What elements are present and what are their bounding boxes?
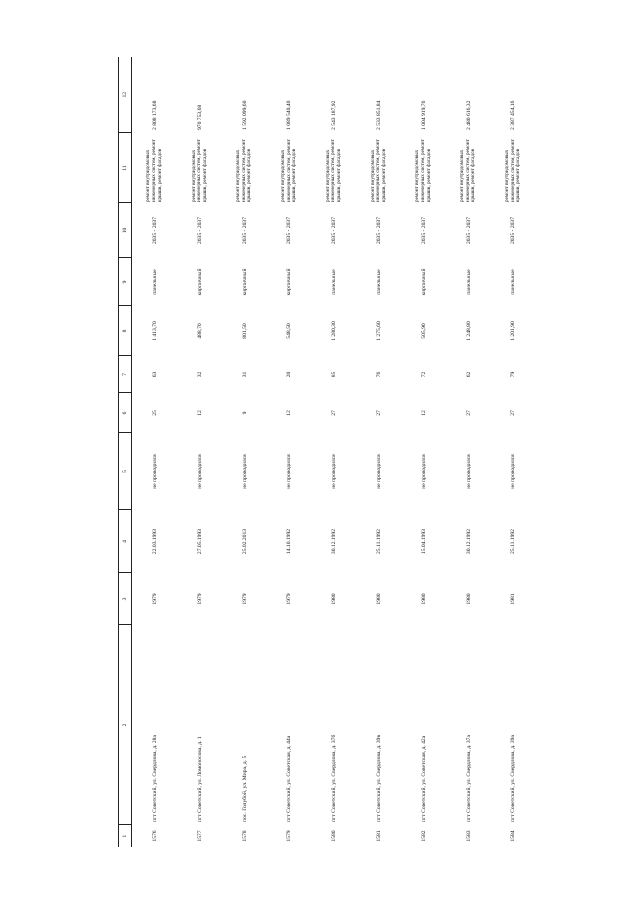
address-cell: пгт Советский, ул. Советская, д. 42а [420,735,427,822]
apartments-cell: 32 [196,371,203,378]
column-header: 9 [119,258,132,306]
table-row [357,57,402,847]
floors-cell: 12 [286,410,293,416]
year-built-cell: 1980 [331,593,338,605]
apartments-cell: 63 [151,371,158,378]
floors-cell: 27 [465,410,472,416]
year-built-cell: 1979 [196,593,203,605]
area-cell: 801,50 [241,323,248,339]
rotated-table-wrapper [118,57,536,847]
wall-material-cell: кирпичный [286,268,293,296]
last-overhaul-cell: не проводился [241,454,248,489]
cost-cell: 2 533 851,84 [375,100,382,130]
row-number: 1576 [151,830,158,842]
period-cell: 2035 - 2037 [286,216,293,245]
apartments-cell: 20 [286,371,293,378]
year-built-cell: 1979 [151,593,158,605]
works-cell: ремонт внутридомовых инженерных систем, ремонт крыши, ремонт фасадов [145,139,163,202]
address-cell: пгт Советский, ул. Свердлова, д. 28а [151,735,158,822]
period-cell: 2035 - 2037 [420,216,427,245]
last-overhaul-cell: не проводился [151,454,158,489]
address-cell: пос. Голубой, ул. Мира, д. 5 [241,755,248,822]
row-number: 1577 [196,830,203,842]
privatization-date-cell: 14.10.1992 [286,528,293,555]
floors-cell: 12 [420,410,427,416]
wall-material-cell: панельные [151,269,158,295]
period-cell: 2035 - 2037 [465,216,472,245]
last-overhaul-cell: не проводился [331,454,338,489]
cost-cell: 2 480 616,32 [465,100,472,130]
wall-material-cell: кирпичный [241,268,248,296]
apartments-cell: 72 [420,371,427,378]
area-cell: 1 280,30 [331,321,338,341]
works-cell: ремонт внутридомовых инженерных систем, ремонт крыши, ремонт фасадов [324,139,343,202]
apartments-cell: 31 [241,371,248,378]
table-row [178,57,223,847]
privatization-date-cell: 27.05.1993 [196,528,203,555]
year-built-cell: 1980 [420,593,427,605]
works-cell: ремонт внутридомовых инженерных систем, ремонт крыши, ремонт фасадов [280,139,298,202]
column-header: 10 [119,203,132,258]
year-built-cell: 1979 [286,593,293,605]
wall-material-cell: кирпичный [420,268,427,296]
address-cell: пгт Советский, ул. Свердлова, д. 39а [510,735,517,822]
row-number: 1581 [375,830,382,842]
address-cell: пгт Советский, ул. Советская, д. 44а [286,735,293,822]
wall-material-cell: панельные [465,269,472,295]
period-cell: 2035 - 2037 [510,216,517,245]
register-table [118,57,536,847]
privatization-date-cell: 25.11.1992 [375,529,382,554]
year-built-cell: 1981 [510,593,517,605]
works-cell: ремонт внутридомовых инженерных систем, ремонт крыши, ремонт фасадов [235,139,253,202]
address-cell: пгт Советский, ул. Свердлова, д. 39в [375,734,382,822]
column-header: 7 [119,356,132,393]
area-cell: 1 201,90 [510,321,517,341]
works-cell: ремонт внутридомовых инженерных систем, ремонт крыши, ремонт фасадов [414,139,432,202]
works-cell: ремонт внутридомовых инженерных систем, ремонт крыши, ремонт фасадов [459,139,477,202]
wall-material-cell: панельные [331,269,338,295]
cost-cell: 2 543 187,92 [331,100,338,130]
column-header: 3 [119,573,132,625]
privatization-date-cell: 30.12.1992 [331,528,338,555]
privatization-date-cell: 22.03.1993 [151,528,158,555]
cost-cell: 970 753,68 [196,104,203,130]
period-cell: 2035 - 2037 [151,216,158,245]
cost-cell: 2 808 173,68 [151,100,158,130]
last-overhaul-cell: не проводился [375,454,382,489]
table-row [446,57,491,847]
cost-cell: 1 004 919,76 [420,100,427,130]
period-cell: 2035 - 2037 [241,216,248,245]
address-cell: пгт Советский, ул. Ломоносова, д. 1 [196,736,203,822]
period-cell: 2035 - 2037 [331,216,338,245]
row-number: 1583 [465,830,472,842]
last-overhaul-cell: не проводился [420,454,427,489]
area-cell: 505,90 [420,323,427,339]
area-cell: 1 248,80 [465,321,472,341]
table-row [312,57,357,847]
table-row [491,57,536,847]
table-row [222,57,267,847]
table-row [132,57,178,847]
last-overhaul-cell: не проводился [196,454,203,489]
column-header: 12 [119,57,132,133]
cost-cell: 1 592 099,60 [241,100,248,130]
table-row [267,57,312,847]
row-number: 1579 [286,830,293,842]
last-overhaul-cell: не проводился [286,454,293,489]
floors-cell: 27 [375,410,382,416]
floors-cell: 25 [151,410,158,416]
column-header: 4 [119,510,132,573]
area-cell: 488,70 [196,323,203,339]
apartments-cell: 85 [331,371,338,378]
cost-cell: 1 089 540,40 [286,100,293,130]
cost-cell: 2 387 454,16 [510,100,517,130]
year-built-cell: 1980 [375,593,382,605]
area-cell: 1 275,60 [375,321,382,341]
column-header: 6 [119,393,132,433]
apartments-cell: 79 [510,371,517,378]
last-overhaul-cell: не проводился [465,454,472,489]
area-cell: 1 413,70 [151,321,158,341]
floors-cell: 9 [241,411,248,415]
period-cell: 2035 - 2037 [196,216,203,245]
floors-cell: 27 [331,410,338,416]
wall-material-cell: панельные [510,269,517,295]
privatization-date-cell: 25.02.2013 [241,528,248,555]
period-cell: 2035 - 2037 [375,216,382,245]
address-cell: пгт Советский, ул. Свердлова, д. 37а [465,735,472,822]
wall-material-cell: панельные [375,269,382,295]
privatization-date-cell: 15.04.1993 [420,528,427,555]
column-header: 8 [119,306,132,356]
apartments-cell: 62 [465,371,472,378]
column-number-header [119,57,132,847]
column-header: 11 [119,133,132,203]
row-number: 1578 [241,830,248,842]
works-cell: ремонт внутридомовых инженерных систем, ремонт крыши, ремонт фасадов [369,139,387,202]
last-overhaul-cell: не проводился [510,454,517,489]
column-header: 5 [119,433,132,510]
wall-material-cell: кирпичный [196,268,203,296]
floors-cell: 27 [510,410,517,416]
floors-cell: 12 [196,410,203,416]
address-cell: пгт Советский, ул. Свердлова, д. 37б [331,734,338,822]
works-cell: ремонт внутридомовых инженерных систем, ремонт крыши, ремонт фасадов [504,139,522,202]
row-number: 1582 [420,830,427,842]
row-number: 1584 [510,830,517,842]
works-cell: ремонт внутридомовых инженерных систем, ремонт крыши, ремонт фасадов [190,139,208,202]
privatization-date-cell: 25.11.1992 [510,529,517,554]
row-number: 1580 [331,830,338,842]
privatization-date-cell: 30.12.1992 [465,528,472,555]
area-cell: 548,50 [286,323,293,339]
column-header: 2 [119,625,132,825]
apartments-cell: 76 [375,371,382,378]
column-header: 1 [119,825,132,847]
table-row [401,57,446,847]
year-built-cell: 1980 [465,593,472,605]
year-built-cell: 1979 [241,593,248,605]
